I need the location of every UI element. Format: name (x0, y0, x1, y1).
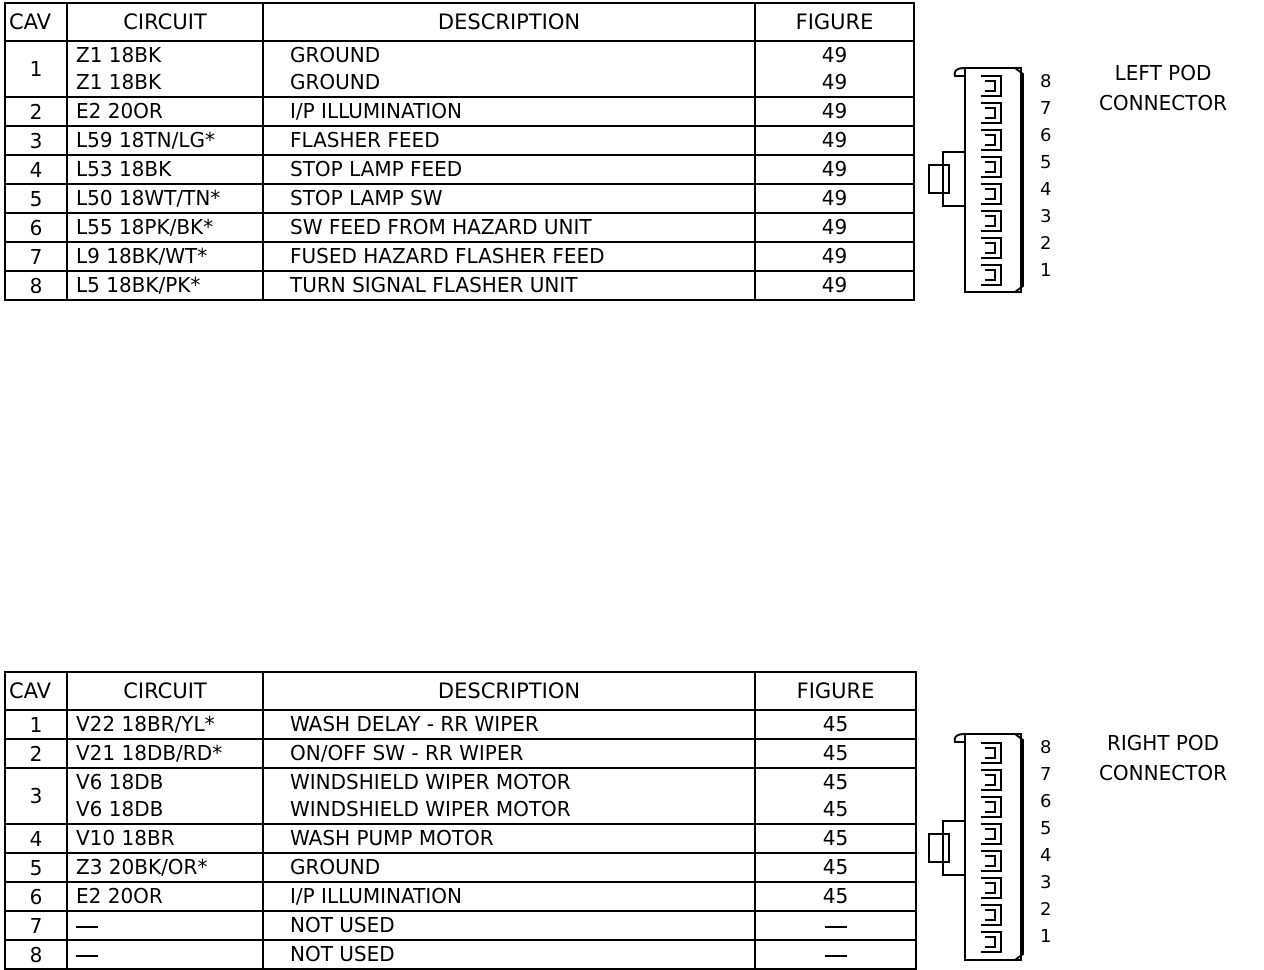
right-pod-label-line1: RIGHT POD (1106, 731, 1220, 755)
header-cav: CAV (5, 3, 67, 41)
circuit-cell (67, 242, 263, 271)
description-cell (263, 739, 755, 768)
figure-cell (755, 824, 916, 853)
description-cell (263, 940, 755, 969)
right-pod-label (1080, 728, 1246, 788)
circuit-cell (67, 97, 263, 126)
terminal-slot (981, 238, 1001, 258)
figure-value: 49 (821, 99, 848, 123)
cav-cell: 2 (5, 739, 67, 768)
dash-mark (825, 926, 847, 928)
description-value: WINDSHIELD WIPER MOTOR (290, 770, 571, 794)
pin-number: 3 (1040, 206, 1052, 227)
cav-cell: 7 (5, 911, 67, 940)
terminal-slot (981, 905, 1001, 925)
figure-value: 49 (821, 43, 848, 67)
left-pod-label-line2: CONNECTOR (1098, 91, 1228, 115)
figure-value: 45 (822, 741, 849, 765)
pin-number: 4 (1040, 845, 1052, 866)
figure-cell (755, 126, 914, 155)
description-cell (263, 126, 755, 155)
description-value: NOT USED (290, 913, 395, 937)
left-table-body (5, 41, 914, 300)
description-cell (263, 710, 755, 739)
pin-number: 6 (1040, 125, 1052, 146)
right-pod-wiring-table (4, 671, 917, 970)
cav-cell: 8 (5, 940, 67, 969)
header-description: DESCRIPTION (263, 672, 755, 710)
header-circuit: CIRCUIT (67, 3, 263, 41)
pin-number: 8 (1040, 737, 1052, 758)
description-value: WASH PUMP MOTOR (290, 826, 494, 850)
pin-number: 6 (1040, 791, 1052, 812)
figure-value: 45 (822, 884, 849, 908)
table-row (5, 940, 916, 969)
figure-cell (755, 911, 916, 940)
left-pod-connector-diagram (925, 60, 1030, 300)
description-cell (263, 155, 755, 184)
pin-number: 2 (1040, 233, 1052, 254)
figure-cell (755, 97, 914, 126)
pin-number: 8 (1040, 71, 1052, 92)
connector-terminals (981, 76, 1001, 285)
left-connector-pin-numbers (1040, 72, 1060, 292)
figure-cell (755, 155, 914, 184)
terminal-slot (981, 157, 1001, 177)
description-value: TURN SIGNAL FLASHER UNIT (290, 273, 578, 297)
terminal-slot (981, 851, 1001, 871)
circuit-value (76, 941, 262, 968)
description-cell (263, 768, 755, 824)
figure-cell (755, 768, 916, 824)
terminal-slot (981, 743, 1001, 763)
connector-terminals (981, 743, 1001, 952)
figure-cell (755, 710, 916, 739)
terminal-slot (981, 797, 1001, 817)
circuit-value: V21 18DB/RD* (76, 741, 223, 765)
figure-cell (755, 853, 916, 882)
figure-value: 49 (821, 215, 848, 239)
circuit-value: V22 18BR/YL* (76, 712, 215, 736)
pin-number: 2 (1040, 899, 1052, 920)
circuit-cell (67, 739, 263, 768)
cav-cell: 4 (5, 824, 67, 853)
circuit-value: L53 18BK (76, 157, 172, 181)
table-row (5, 126, 914, 155)
description-cell (263, 184, 755, 213)
dash-mark (76, 926, 98, 928)
header-figure: FIGURE (755, 672, 916, 710)
table-row (5, 242, 914, 271)
connector-body (929, 734, 1023, 960)
figure-value: 49 (821, 244, 848, 268)
figure-cell (755, 242, 914, 271)
description-value: SW FEED FROM HAZARD UNIT (290, 215, 592, 239)
description-cell (263, 911, 755, 940)
pin-number: 7 (1040, 98, 1052, 119)
description-value: WINDSHIELD WIPER MOTOR (290, 797, 571, 821)
pin-number: 7 (1040, 764, 1052, 785)
table-row (5, 271, 914, 300)
right-pod-label-line2: CONNECTOR (1098, 761, 1228, 785)
table-row (5, 882, 916, 911)
circuit-value: E2 20OR (76, 99, 163, 123)
description-value: GROUND (290, 70, 381, 94)
circuit-cell (67, 911, 263, 940)
circuit-value: L5 18BK/PK* (76, 273, 201, 297)
table-row (5, 97, 914, 126)
terminal-slot (981, 265, 1001, 285)
cav-cell: 1 (5, 41, 67, 97)
description-value: STOP LAMP SW (290, 186, 443, 210)
table-row (5, 853, 916, 882)
circuit-cell (67, 768, 263, 824)
circuit-value (76, 912, 262, 939)
description-value: GROUND (290, 855, 381, 879)
circuit-cell (67, 882, 263, 911)
table-row (5, 41, 914, 97)
circuit-value: Z3 20BK/OR* (76, 855, 208, 879)
description-cell (263, 213, 755, 242)
table-row (5, 155, 914, 184)
description-value: WASH DELAY - RR WIPER (290, 712, 539, 736)
figure-value: 45 (822, 797, 849, 821)
cav-cell: 5 (5, 853, 67, 882)
figure-cell (755, 213, 914, 242)
description-value: NOT USED (290, 942, 395, 966)
circuit-cell (67, 126, 263, 155)
pin-number: 5 (1040, 818, 1052, 839)
circuit-cell (67, 41, 263, 97)
figure-value: 45 (822, 770, 849, 794)
table-row (5, 768, 916, 824)
right-connector-pin-numbers (1040, 738, 1060, 958)
pin-number: 1 (1040, 260, 1052, 281)
header-circuit: CIRCUIT (67, 672, 263, 710)
cav-cell: 3 (5, 126, 67, 155)
cav-cell: 6 (5, 882, 67, 911)
figure-value: 45 (822, 855, 849, 879)
circuit-cell (67, 710, 263, 739)
description-cell (263, 882, 755, 911)
cav-cell: 8 (5, 271, 67, 300)
left-pod-label (1080, 58, 1246, 118)
terminal-slot (981, 770, 1001, 790)
cav-cell: 4 (5, 155, 67, 184)
figure-value (756, 912, 915, 939)
circuit-value: E2 20OR (76, 884, 163, 908)
figure-value: 49 (821, 186, 848, 210)
terminal-slot (981, 211, 1001, 231)
circuit-value: V6 18DB (76, 770, 164, 794)
figure-value: 49 (821, 128, 848, 152)
dash-mark (825, 955, 847, 957)
description-cell (263, 853, 755, 882)
cav-cell: 6 (5, 213, 67, 242)
description-value: ON/OFF SW - RR WIPER (290, 741, 524, 765)
description-cell (263, 824, 755, 853)
circuit-value: V6 18DB (76, 797, 164, 821)
table-row (5, 739, 916, 768)
circuit-cell (67, 155, 263, 184)
figure-cell (755, 882, 916, 911)
terminal-slot (981, 130, 1001, 150)
table-row (5, 911, 916, 940)
dash-mark (76, 955, 98, 957)
left-pod-label-line1: LEFT POD (1114, 61, 1212, 85)
circuit-cell (67, 184, 263, 213)
terminal-slot (981, 76, 1001, 96)
right-table-body (5, 710, 916, 969)
cav-cell: 7 (5, 242, 67, 271)
circuit-value: L55 18PK/BK* (76, 215, 214, 239)
figure-value: 45 (822, 712, 849, 736)
connector-body (929, 68, 1023, 292)
figure-value (756, 941, 915, 968)
terminal-slot (981, 824, 1001, 844)
pin-number: 3 (1040, 872, 1052, 893)
circuit-cell (67, 271, 263, 300)
circuit-value: V10 18BR (76, 826, 175, 850)
pin-number: 5 (1040, 152, 1052, 173)
figure-cell (755, 41, 914, 97)
cav-cell: 5 (5, 184, 67, 213)
cav-cell: 1 (5, 710, 67, 739)
circuit-value: Z1 18BK (76, 43, 162, 67)
table-row (5, 184, 914, 213)
description-cell (263, 242, 755, 271)
terminal-slot (981, 103, 1001, 123)
table-row (5, 213, 914, 242)
figure-value: 45 (822, 826, 849, 850)
figure-cell (755, 739, 916, 768)
figure-cell (755, 940, 916, 969)
circuit-cell (67, 213, 263, 242)
circuit-value: L9 18BK/WT* (76, 244, 208, 268)
table-row (5, 710, 916, 739)
description-value: I/P ILLUMINATION (290, 99, 462, 123)
figure-value: 49 (821, 70, 848, 94)
pin-number: 4 (1040, 179, 1052, 200)
description-value: FUSED HAZARD FLASHER FEED (290, 244, 605, 268)
header-cav: CAV (5, 672, 67, 710)
description-cell (263, 41, 755, 97)
terminal-slot (981, 878, 1001, 898)
circuit-value: L59 18TN/LG* (76, 128, 215, 152)
right-pod-connector-diagram (925, 728, 1030, 968)
description-value: GROUND (290, 43, 381, 67)
cav-cell: 2 (5, 97, 67, 126)
header-figure: FIGURE (755, 3, 914, 41)
terminal-slot (981, 184, 1001, 204)
figure-cell (755, 184, 914, 213)
header-description: DESCRIPTION (263, 3, 755, 41)
terminal-slot (981, 932, 1001, 952)
pin-number: 1 (1040, 926, 1052, 947)
circuit-cell (67, 940, 263, 969)
circuit-value: L50 18WT/TN* (76, 186, 221, 210)
description-value: STOP LAMP FEED (290, 157, 463, 181)
figure-cell (755, 271, 914, 300)
description-value: FLASHER FEED (290, 128, 440, 152)
figure-value: 49 (821, 157, 848, 181)
circuit-cell (67, 853, 263, 882)
circuit-cell (67, 824, 263, 853)
description-cell (263, 271, 755, 300)
cav-cell: 3 (5, 768, 67, 824)
table-row (5, 824, 916, 853)
description-cell (263, 97, 755, 126)
figure-value: 49 (821, 273, 848, 297)
circuit-value: Z1 18BK (76, 70, 162, 94)
description-value: I/P ILLUMINATION (290, 884, 462, 908)
left-pod-wiring-table (4, 2, 915, 301)
